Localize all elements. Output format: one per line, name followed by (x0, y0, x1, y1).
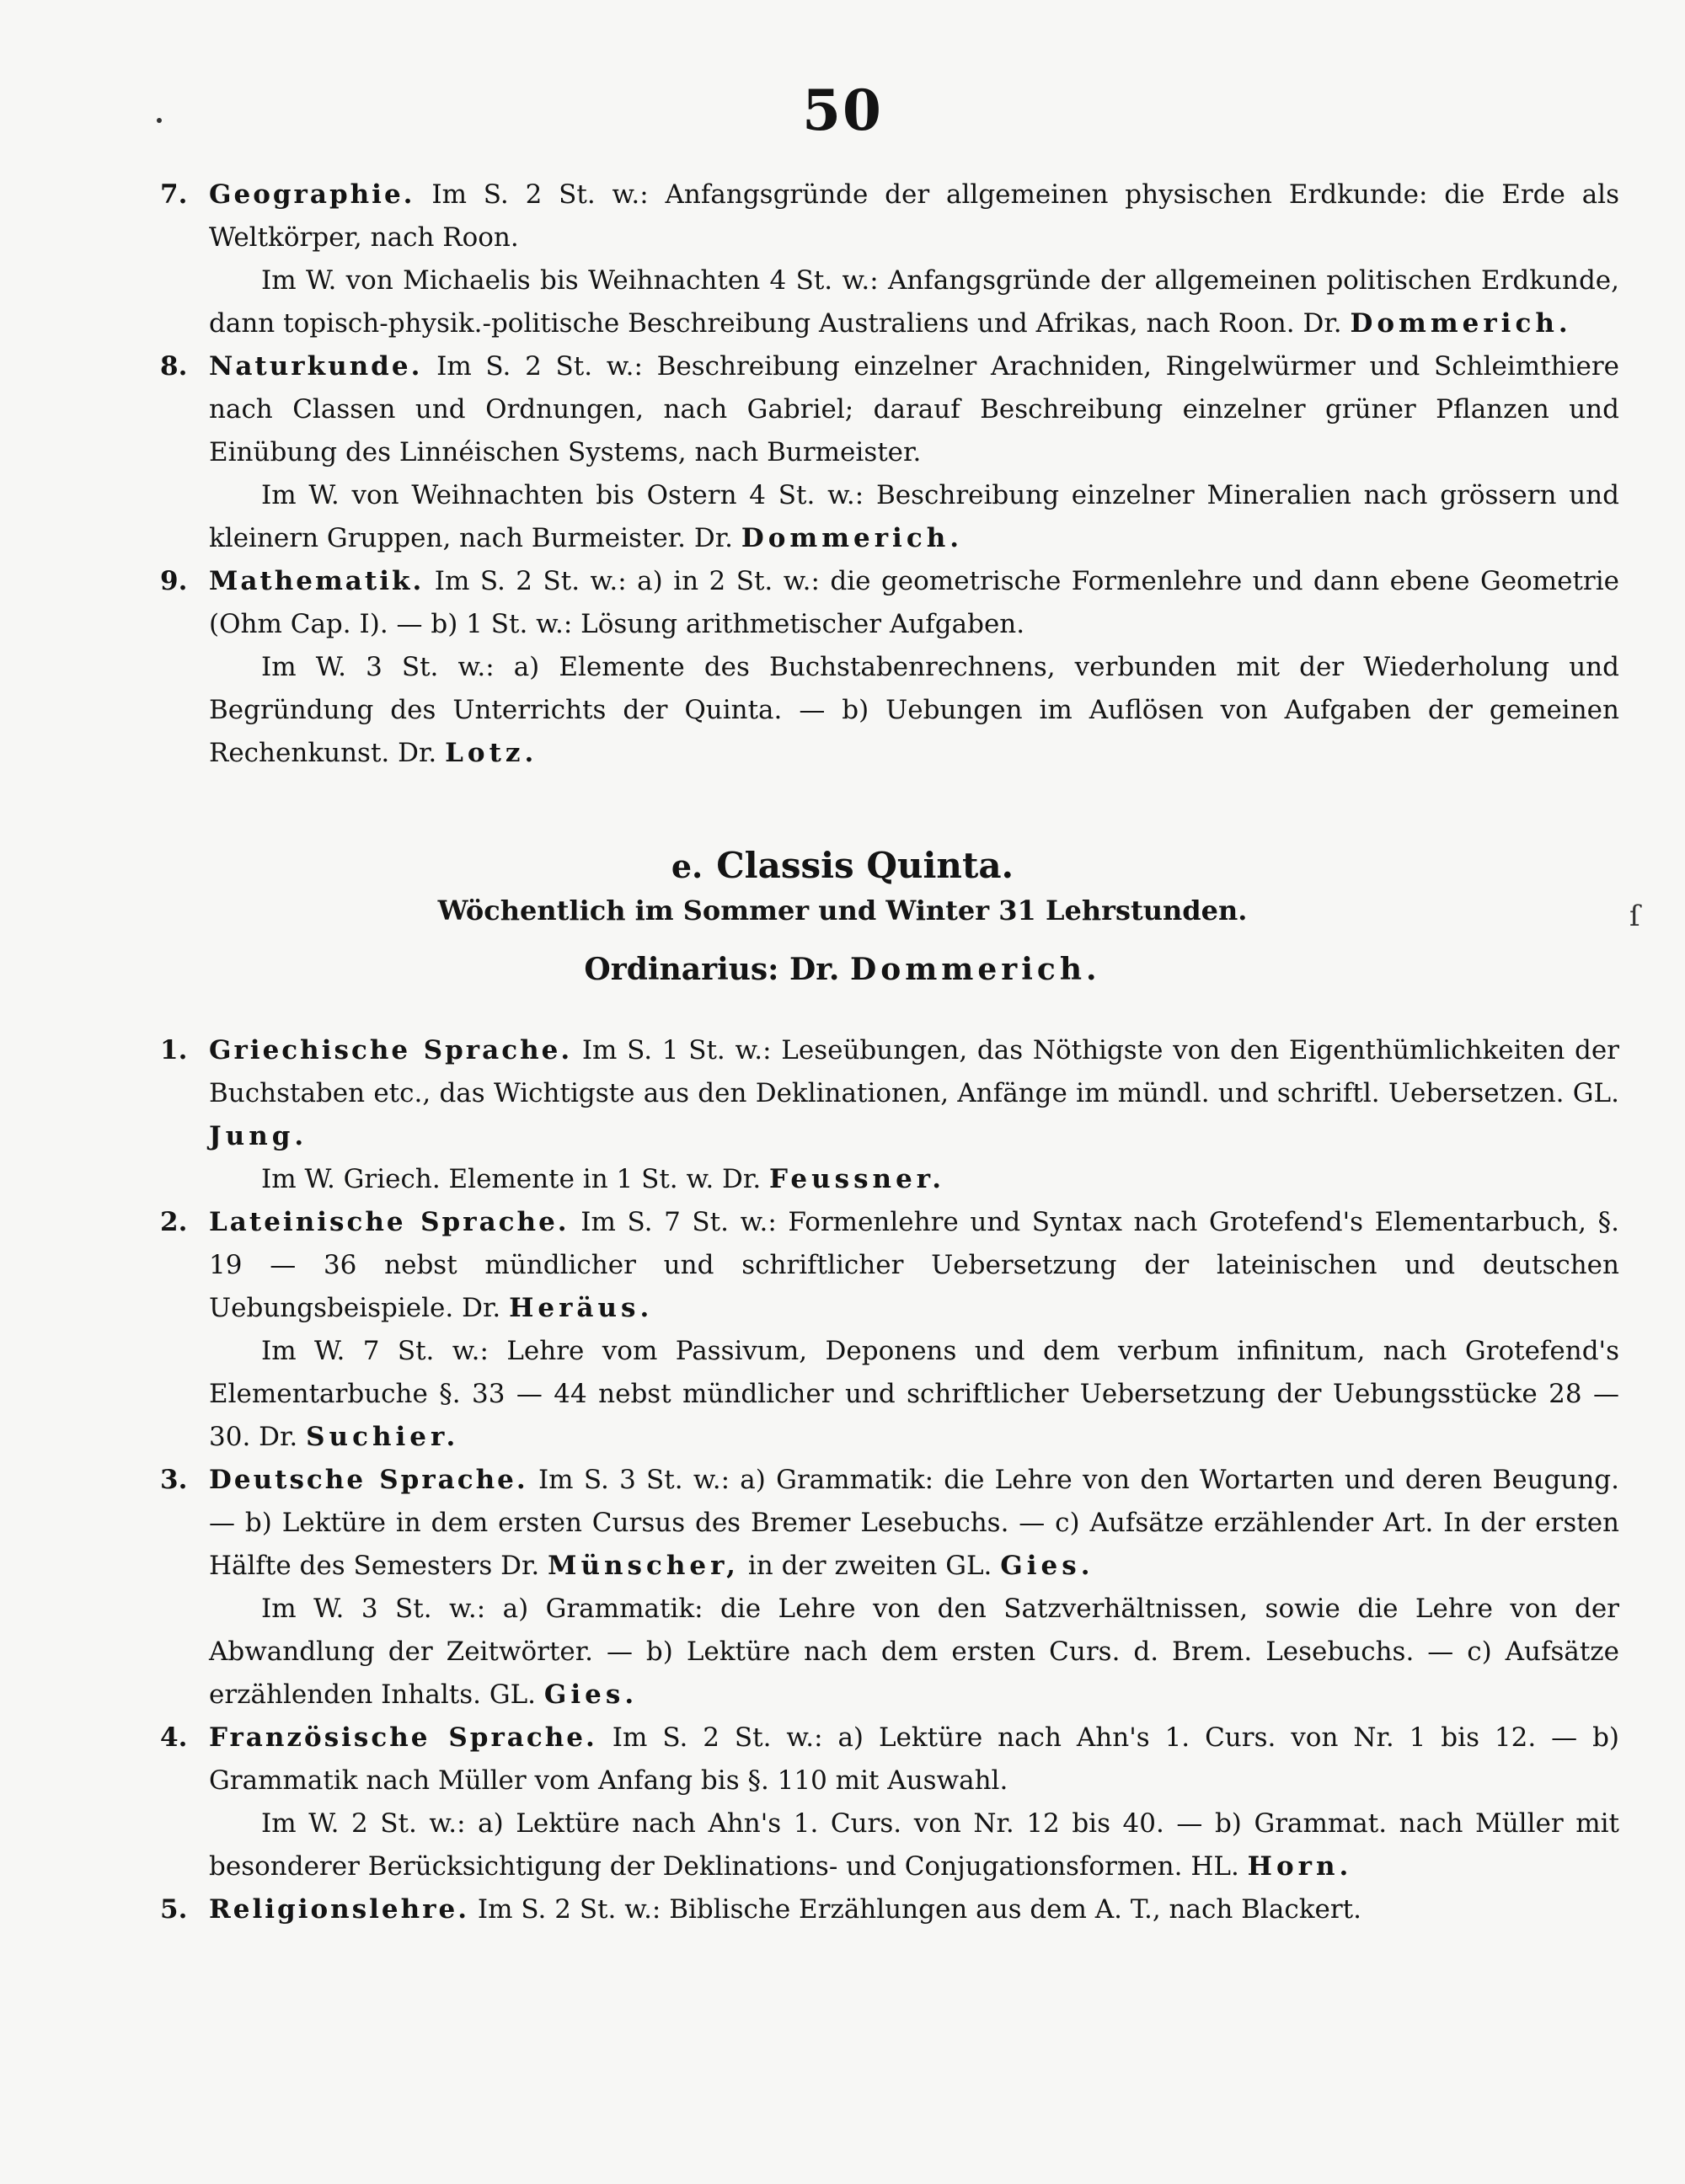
subject-item-naturkunde (0, 345, 1685, 474)
subject-item-latein (0, 1201, 1685, 1330)
subject-title: Griechische Sprache. (209, 1035, 573, 1065)
item-number: 2. (160, 1207, 188, 1237)
subjects-section-quinta (0, 1029, 1685, 1931)
subject-summer-text: Im S. 2 St. w.: a) in 2 St. w.: die geometrische Formenlehre und dann ebene Geometrie (Ohm Cap. I). — b) 1 St. w.: Lösung arithmetischer Aufgaben. (209, 566, 1619, 639)
subject-winter-text: Im W. von Weihnachten bis Ostern 4 St. w.: Beschreibung einzelner Mineralien nach grössern und kleinern Gruppen, nach Burmeister. Dr. (209, 480, 1619, 553)
item-number: 4. (160, 1722, 188, 1753)
teacher-name: Lotz. (445, 738, 538, 768)
subject-winter-text: Im W. Griech. Elemente in 1 St. w. Dr. (261, 1164, 762, 1194)
item-number: 5. (160, 1894, 188, 1925)
teacher-name: Gies. (1000, 1551, 1094, 1581)
subject-summer-text: Im S. 7 St. w.: Formenlehre und Syntax nach Grotefend's Elementarbuch, §. 19 — 36 nebst mündlicher und schriftlicher Uebersetzung der lateinischen und deutschen Uebungsbeispiele. Dr. (209, 1207, 1620, 1323)
subject-winter-mathematik (0, 646, 1685, 775)
teacher-name: Dommerich. (741, 523, 964, 553)
subject-winter-text: Im W. 2 St. w.: a) Lektüre nach Ahn's 1. Curs. von Nr. 12 bis 40. — b) Grammat. nach Müller mit besonderer Berücksichtigung der Deklinations- und Conjugationsformen. HL. (209, 1808, 1619, 1882)
subject-title: Französische Sprache. (209, 1722, 597, 1753)
subject-winter-griechisch (0, 1158, 1685, 1201)
subject-item-griechisch (0, 1029, 1685, 1158)
item-number: 1. (160, 1035, 188, 1065)
page-number: 50 (802, 77, 883, 143)
teacher-name: Dommerich. (1350, 308, 1572, 339)
subjects-section-previous-class (0, 174, 1685, 775)
subject-winter-naturkunde (0, 474, 1685, 560)
teacher-name: Horn. (1247, 1851, 1353, 1882)
item-number: 7. (160, 179, 188, 210)
teacher-name: Feussner. (769, 1164, 946, 1194)
subject-winter-geographie (0, 259, 1685, 345)
subject-winter-deutsch (0, 1588, 1685, 1717)
subject-item-mathematik (0, 560, 1685, 646)
subject-summer-text: Im S. 1 St. w.: Leseübungen, das Nöthigste von den Eigenthümlichkeiten der Buchstaben etc., das Wichtigste aus den Deklinationen, Anfänge im mündl. und schriftl. Uebersetzen. GL. (209, 1035, 1619, 1108)
teacher-name: Heräus. (509, 1293, 654, 1323)
subject-title: Lateinische Sprache. (209, 1207, 570, 1237)
subject-title: Mathematik. (209, 566, 425, 596)
subject-winter-text: Im W. von Michaelis bis Weihnachten 4 St. w.: Anfangsgründe der allgemeinen politischen Erdkunde, dann topisch-physik.-politische Beschreibung Australiens und Afrikas, nach Roon. Dr. (209, 265, 1619, 339)
class-title: Classis Quinta. (716, 845, 1014, 886)
subject-title: Geographie. (209, 179, 415, 210)
teacher-name: Jung. (209, 1121, 308, 1151)
subject-summer-text-continued: in der zweiten GL. (747, 1551, 992, 1581)
class-letter: e. (671, 847, 703, 885)
subject-summer-text: Im S. 2 St. w.: a) Lektüre nach Ahn's 1. Curs. von Nr. 1 bis 12. — b) Grammatik nach Müller vom Anfang bis §. 110 mit Auswahl. (209, 1722, 1620, 1796)
class-hours: Wöchentlich im Sommer und Winter 31 Lehrstunden. (437, 894, 1248, 926)
subject-item-religion (0, 1888, 1685, 1931)
subject-summer-text: Im S. 2 St. w.: Beschreibung einzelner Arachniden, Ringelwürmer und Schleimthiere nach Classen und Ordnungen, nach Gabriel; darauf Beschreibung einzelner grüner Pflanzen und Einübung des Linnéischen Systems, nach Burmeister. (209, 351, 1619, 467)
teacher-name: Münscher, (548, 1551, 740, 1581)
ordinarius-name: Dommerich. (849, 952, 1101, 987)
subject-title: Deutsche Sprache. (209, 1465, 528, 1495)
subject-winter-latein (0, 1330, 1685, 1459)
teacher-name: Suchier. (306, 1422, 460, 1452)
subject-summer-text: Im S. 3 St. w.: a) Grammatik: die Lehre von den Wortarten und deren Beugung. — b) Lektüre in dem ersten Cursus des Bremer Lesebuchs. — c) Aufsätze erzählender Art. In der ersten Hälfte des Semesters Dr. (209, 1465, 1619, 1581)
subject-title: Religionslehre. (209, 1894, 470, 1925)
ordinarius-label: Ordinarius: Dr. (584, 952, 840, 987)
subject-winter-franzoesisch (0, 1802, 1685, 1888)
item-number: 3. (160, 1465, 188, 1495)
class-ordinarius (0, 948, 1685, 991)
subject-winter-text: Im W. 3 St. w.: a) Grammatik: die Lehre von den Satzverhältnissen, sowie die Lehre von der Abwandlung der Zeitwörter. — b) Lektüre nach dem ersten Curs. d. Brem. Lesebuchs. — c) Aufsätze erzählenden Inhalts. GL. (209, 1594, 1619, 1710)
subject-item-geographie (0, 174, 1685, 259)
class-heading (0, 842, 1685, 890)
subject-item-franzoesisch (0, 1717, 1685, 1802)
margin-mark: ſ (1629, 900, 1640, 933)
teacher-name: Gies. (543, 1679, 639, 1710)
subject-summer-text: Im S. 2 St. w.: Anfangsgründe der allgemeinen physischen Erdkunde: die Erde als Weltkörper, nach Roon. (209, 179, 1620, 253)
subject-title: Naturkunde. (209, 351, 423, 382)
item-number: 8. (160, 351, 188, 382)
subject-item-deutsch (0, 1459, 1685, 1588)
item-number: 9. (160, 566, 188, 596)
subject-winter-text: Im W. 7 St. w.: Lehre vom Passivum, Deponens und dem verbum infinitum, nach Grotefend's Elementarbuche §. 33 — 44 nebst mündlicher und schriftlicher Uebersetzung der Uebungsstücke 28 — 30. Dr. (209, 1336, 1619, 1452)
subject-summer-text: Im S. 2 St. w.: Biblische Erzählungen aus dem A. T., nach Blackert. (477, 1894, 1361, 1925)
class-heading-block (0, 842, 1685, 991)
subject-winter-text: Im W. 3 St. w.: a) Elemente des Buchstabenrechnens, verbunden mit der Wiederholung und Begründung des Unterrichts der Quinta. — b) Uebungen im Auflösen von Aufgaben der gemeinen Rechenkunst. Dr. (209, 652, 1619, 768)
